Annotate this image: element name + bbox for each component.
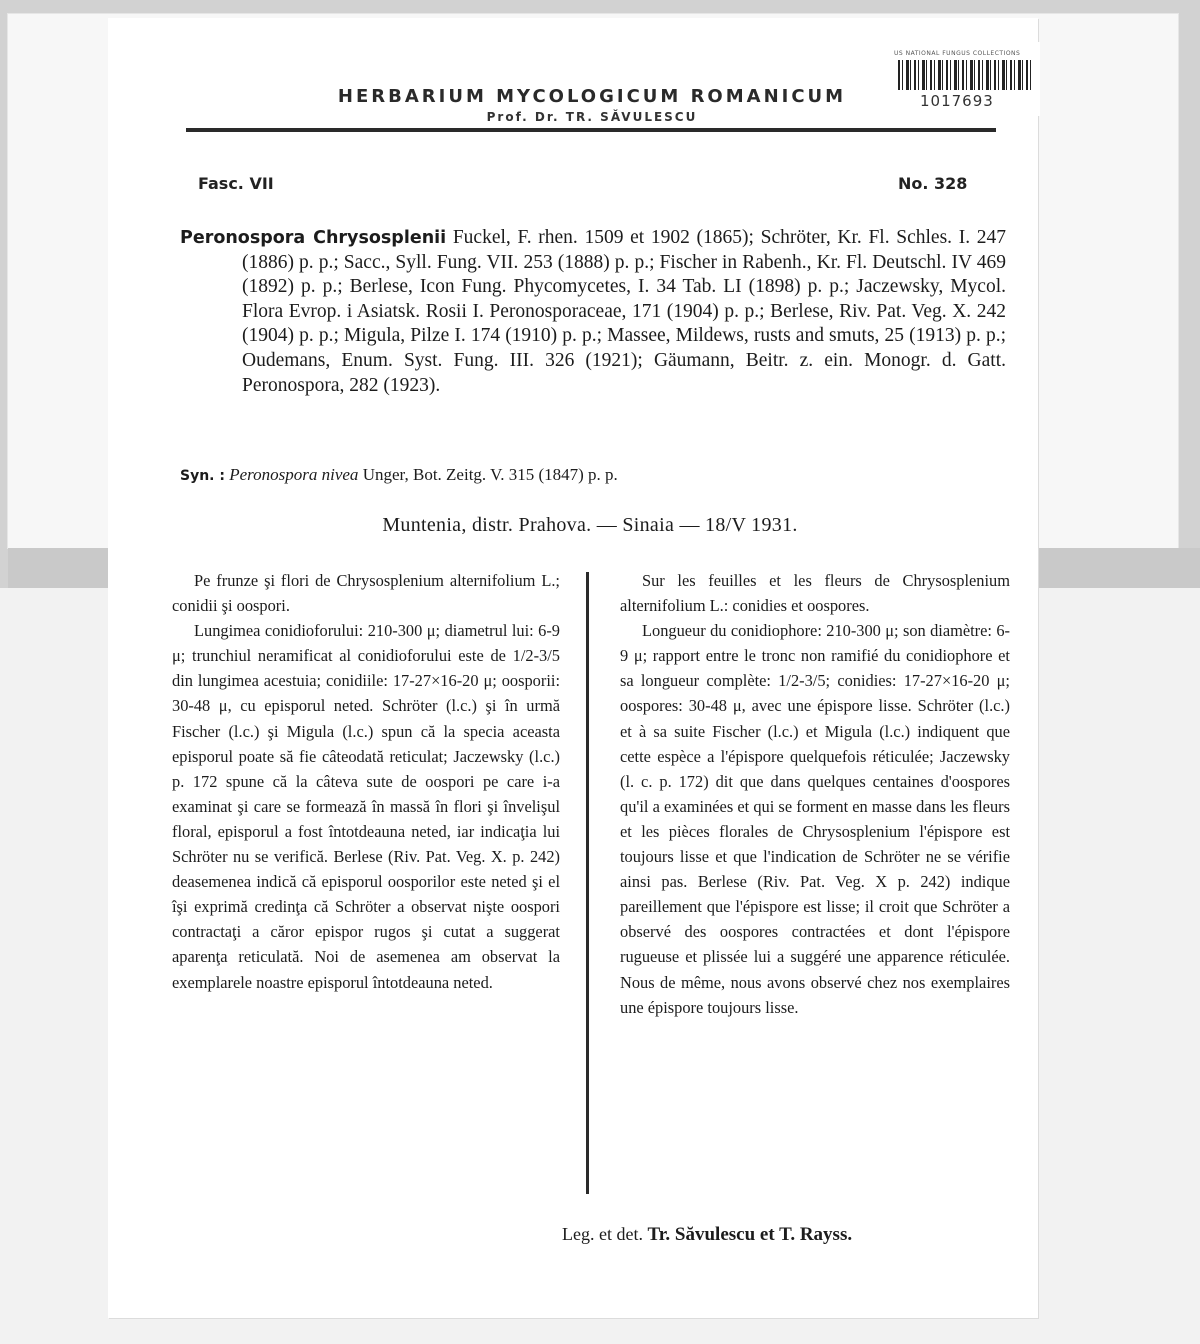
french-description	[620, 568, 1010, 1020]
column-divider	[586, 572, 589, 1194]
collectors-names: Tr. Săvulescu et T. Rayss.	[647, 1224, 853, 1245]
herbarium-title: HERBARIUM MYCOLOGICUM ROMANICUM	[337, 86, 847, 107]
barcode-bars	[898, 60, 1032, 90]
species-name: Peronospora Chrysosplenii	[180, 228, 447, 248]
romanian-description	[172, 568, 560, 995]
barcode-institution: US NATIONAL FUNGUS COLLECTIONS	[894, 50, 1021, 57]
barcode-number: 1017693	[920, 92, 994, 110]
specimen-number: No. 328	[898, 174, 968, 193]
species-citation: Fuckel, F. rhen. 1509 et 1902 (1865); Schröter, Kr. Fl. Schles. I. 247 (1886) p. p.; Sacc., Syll. Fung. VII. 253 (1888) p. p.; Fischer in Rabenh., Kr. Fl. Deutschl. IV 469 (1892) p. p.; Berlese, Icon Fung. Phycomycetes, I. 34 Tab. LI (1898) p. p.; Jaczewsky, Mycol. Flora Evrop. i Asiatsk. Rosii I. Peronosporaceae, 171 (1904) p. p.; Berlese, Riv. Pat. Veg. X. 242 (1904) p. p.; Migula, Pilze I. 174 (1910) p. p.; Massee, Mildews, rusts and smuts, 25 (1913) p. p.; Oudemans, Enum. Syst. Fung. III. 326 (1921); Gäumann, Beitr. z. ein. Monogr. d. Gatt. Peronospora, 282 (1923).	[242, 227, 1006, 396]
collectors-line	[562, 1224, 852, 1246]
synonym-line	[180, 465, 1010, 485]
synonym-label: Syn. :	[180, 468, 225, 484]
locality-line: Muntenia, distr. Prahova. — Sinaia — 18/V 1931.	[382, 514, 798, 536]
collectors-prefix: Leg. et det.	[562, 1224, 648, 1244]
french-paragraph: Longueur du conidiophore: 210-300 μ; son diamètre: 6-9 μ; rapport entre le tronc non ramifié du conidiophore et sa longueur complète: 1/2-3/5; conidies: 17-27×16-20 μ; oospores: 30-48 μ, avec une épispore lisse. Schröter (l.c.) et à sa suite Fischer (l.c.) et Migula (l.c.) indiquent que cette espèce a l'épispore quelquefois réticulée; Jaczewsky (l. c. p. 172) dit que dans quelques centaines d'oospores qu'il a examinées et qui se forment en masse dans les fleurs et les pièces florales de Chrysosplenium l'épispore est toujours lisse et que l'indication de Schröter ne se vérifie ainsi pas. Berlese (Riv. Pat. Veg. X p. 242) indique pareillement que l'épispore est lisse; il croit que Schröter a observé des oospores contractées et dont l'épispore rugueuse et plissée lui a suggéré une apparence réticulée. Nous de même, nous avons observé chez nos exemplaires une épispore toujours lisse.	[620, 621, 1010, 1017]
synonym-citation: Unger, Bot. Zeitg. V. 315 (1847) p. p.	[358, 465, 618, 484]
synonym-species: Peronospora nivea	[229, 465, 359, 484]
header-rule	[186, 128, 996, 132]
romanian-paragraph: Lungimea conidioforului: 210-300 μ; diametrul lui: 6-9 μ; trunchiul neramificat al conidioforului este de 1/2-3/5 din lungimea acestuia; conidiile: 17-27×16-20 μ; oosporii: 30-48 μ, cu episporul neted. Schröter (l.c.) şi în urmă Fischer (l.c.) şi Migula (l.c.) spun că la specia aceasta episporul poate să fie câteodată reticulat; Jaczewsky (l.c.) p. 172 spune că la câteva sute de oospori pe care i-a examinat şi care se formează în massă în flori şi învelişul floral, episporul a fost întotdeauna neted, iar indicaţia lui Schröter nu se verifică. Berlese (Riv. Pat. Veg. X. p. 242) deasemenea indică că episporul oosporilor este neted şi el îşi exprimă credinţa că Schröter a observat nişte oospori contractaţi a căror epispor rugos şi cutat a suggerat aparenţa reticulată. Noi de asemenea am observat la exemplarele noastre episporul întotdeauna neted.	[172, 621, 560, 992]
french-paragraph: Sur les feuilles et les fleurs de Chrysosplenium alternifolium L.: conidies et oospores.	[620, 571, 1010, 616]
fascicle-label: Fasc. VII	[198, 174, 274, 193]
romanian-paragraph: Pe frunze şi flori de Chrysosplenium alternifolium L.; conidii şi oospori.	[172, 571, 560, 616]
species-citation-block	[180, 226, 1006, 398]
herbarium-subtitle: Prof. Dr. TR. SĂVULESCU	[486, 110, 698, 124]
